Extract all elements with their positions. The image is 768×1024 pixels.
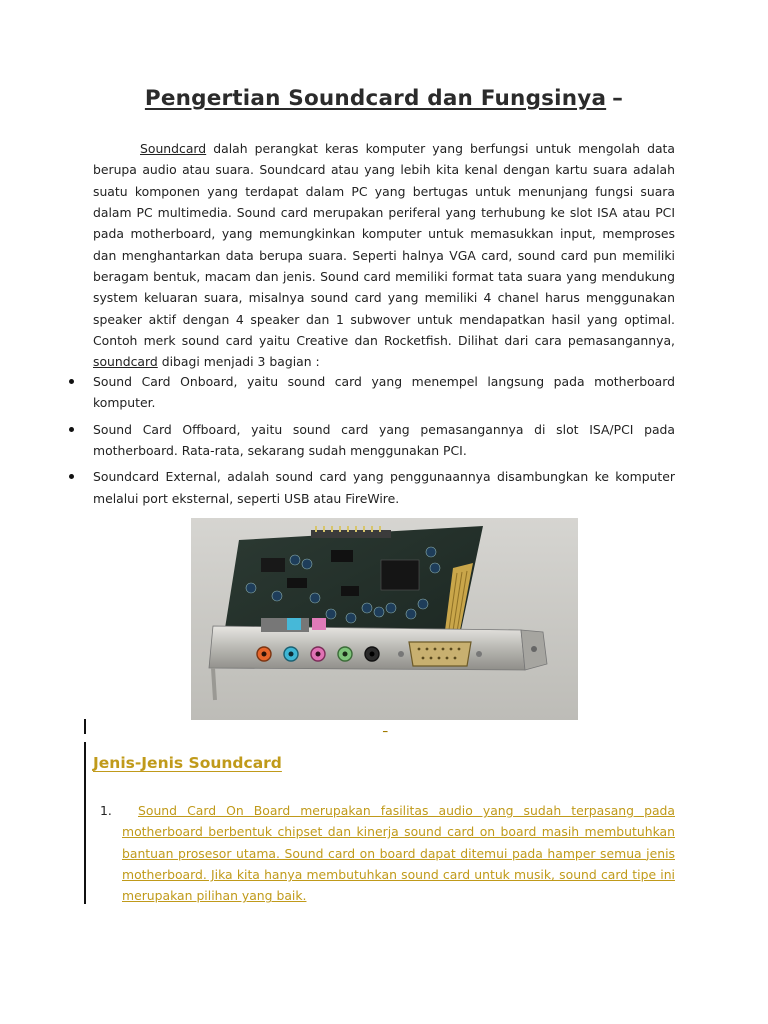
intro-text: dalah perangkat keras komputer yang berfungsi untuk mengolah data berupa audio atau suara. Soundcard atau yang lebih kita kenal dengan kartu suara adalah suatu komponen yang terdapat dalam PC yang bertugas untuk menunjang fungsi suara dalam PC multimedia. Sound card merupakan periferal yang terhubung ke slot ISA atau PCI pada motherboard, yang memungkinkan komputer untuk memasukkan input, memproses dan menghantarkan data berupa suara. Seperti halnya VGA card, sound card pun memiliki beragam bentuk, macam dan jenis. Sound card memiliki format tata suara yang mendukung system keluaran suara, misalnya sound card yang memiliki 4 chanel harus menggunakan speaker aktif dengan 4 speaker dan 1 subwover untuk mendapatkan hasil yang optimal. Contoh merk sound card yaitu Creative dan Rocketfish. Dilihat dari cara pemasangannya, xyxy=(93,141,675,349)
bullet-icon xyxy=(69,474,74,479)
list-item: Sound Card Offboard, yaitu sound card yang pemasangannya di slot ISA/PCI pada motherboard. Rata-rata, sekarang sudah menggunakan PCI. xyxy=(93,419,675,462)
list-number: 1. xyxy=(100,803,112,818)
sound-card-photo xyxy=(191,518,578,720)
bullet-list xyxy=(93,371,675,514)
soundcard-link-2[interactable]: soundcard xyxy=(93,354,158,370)
title-text: Pengertian Soundcard dan Fungsinya xyxy=(144,86,607,111)
intro-paragraph xyxy=(93,138,675,373)
soundcard-link[interactable]: Soundcard xyxy=(140,141,207,156)
list-item: Sound Card Onboard, yaitu sound card yang menempel langsung pada motherboard komputer. xyxy=(93,371,675,414)
page-title xyxy=(0,86,768,111)
text-cursor xyxy=(84,719,86,734)
bullet-icon xyxy=(69,427,74,432)
section-heading[interactable]: Jenis-Jenis Soundcard xyxy=(93,754,282,772)
intro-tail: dibagi menjadi 3 bagian : xyxy=(157,354,320,370)
list-item: Soundcard External, adalah sound card yang penggunaannya disambungkan ke komputer melalui port eksternal, seperti USB atau FireWire. xyxy=(93,466,675,509)
list-item[interactable]: 1. Sound Card On Board merupakan fasilitas audio yang sudah terpasang pada motherboard berbentuk chipset dan kinerja sound card on board masih membutuhkan bantuan prosesor utama. Sound card on board dapat ditemui pada hamper semua jenis motherboard. Jika kita hanya membutuhkan sound card untuk musik, sound card tipe ini merupakan pilihan yang baik. xyxy=(122,800,675,907)
bullet-icon xyxy=(69,379,74,384)
left-change-bar xyxy=(84,742,86,904)
small-link[interactable]: _ xyxy=(383,723,388,733)
title-dash: – xyxy=(612,86,624,111)
numbered-list xyxy=(100,800,675,907)
